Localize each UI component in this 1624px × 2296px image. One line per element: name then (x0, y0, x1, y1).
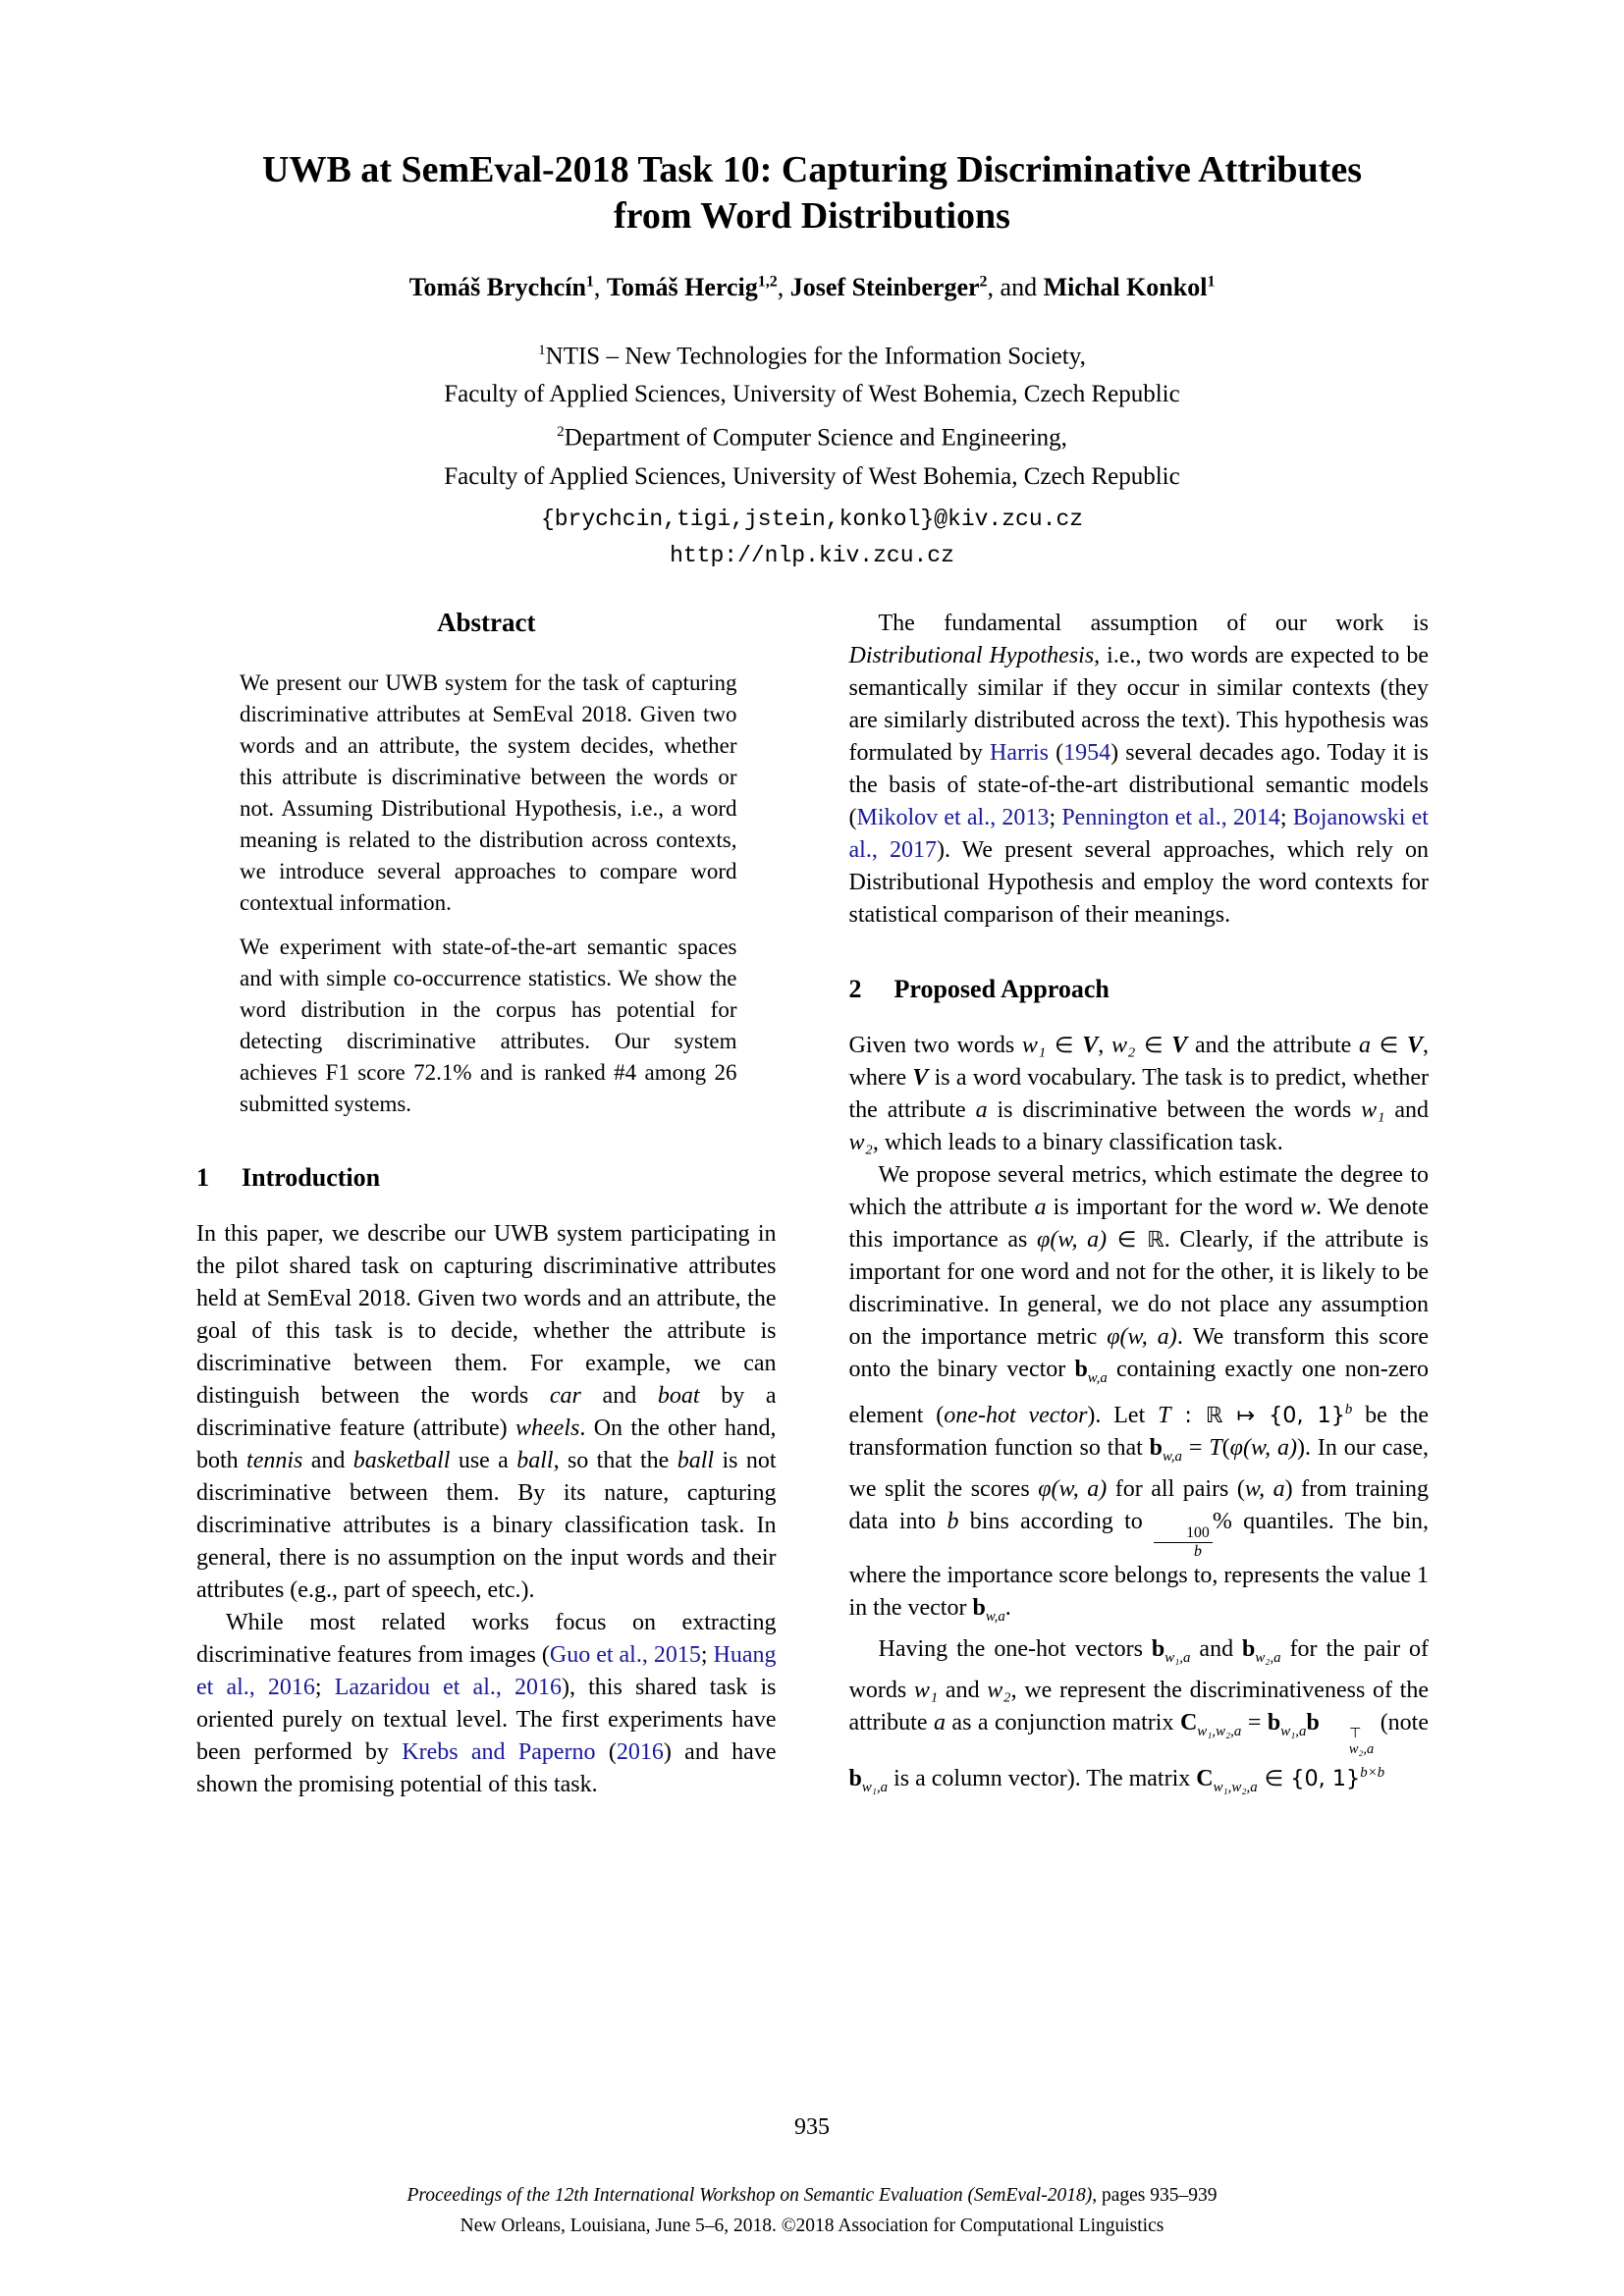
section-title: Proposed Approach (893, 974, 1110, 1003)
text-run: . We denote this importance as (848, 1194, 1429, 1253)
affiliation-line: Faculty of Applied Sciences, University of West Bohemia, Czech Republic (444, 462, 1180, 490)
paper-title-line-1: UWB at SemEval-2018 Task 10: Capturing Discriminative Attributes (262, 149, 1362, 190)
conjunction-matrix-paragraph (849, 1633, 1430, 1804)
math-subscript: w₁,a (861, 1779, 889, 1795)
paper-title (0, 147, 1624, 240)
math-var: V (1171, 1032, 1188, 1058)
text-run: . In our case, we split the scores (848, 1435, 1429, 1503)
text-run: and (1190, 1636, 1243, 1663)
citation-link[interactable]: Krebs and Paperno (402, 1738, 596, 1765)
text-run: and (580, 1382, 658, 1409)
italic-term: basketball (352, 1447, 451, 1473)
fraction (1154, 1524, 1213, 1560)
paper-title-line-2: from Word Distributions (614, 195, 1010, 237)
text-run: is not discriminative between them. By its nature, capturing discriminative attributes is a binary classification task. In general, there is no assumption on the input words and their attributes (e.g., part of speech, etc.). (196, 1447, 777, 1603)
citation-link[interactable]: Huang et al., 2016 (196, 1641, 777, 1700)
text-run: . On the other hand, both (196, 1415, 777, 1473)
text-run: ; (700, 1641, 714, 1668)
text-run: , i.e., two words are expected to be semantically similar if they occur in similar contexts (they are similarly distributed across the text). This hypothesis was formulated by (848, 642, 1429, 766)
text-run: by a discriminative feature (attribute) (196, 1382, 777, 1441)
text-run: is a word vocabulary. The task is to predict, whether the attribute (848, 1064, 1429, 1123)
text-run: Having the one-hot vectors (878, 1636, 1152, 1663)
transpose-symbol: ⊤ (1348, 1725, 1362, 1741)
math-vector: b (1242, 1636, 1256, 1663)
text-run: for all pairs ( (1107, 1476, 1245, 1503)
italic-term: one-hot vector (944, 1403, 1088, 1429)
math-vector: b (1151, 1636, 1165, 1663)
author-name: Josef Steinberger$^2$, and (789, 273, 1044, 301)
math-expression: φ(w, a) (1037, 1226, 1108, 1253)
affiliation-block (0, 332, 1624, 574)
text-run: ( (595, 1738, 617, 1765)
text-run: = (1182, 1435, 1210, 1462)
italic-term: boat (657, 1382, 700, 1409)
math-var: b (947, 1509, 959, 1535)
math-expression: φ(w, a) (1038, 1476, 1108, 1503)
text-run: is a column vector). The matrix (888, 1766, 1197, 1792)
math-var: a (975, 1096, 988, 1123)
math-subscript: w₂,a (1348, 1741, 1375, 1758)
italic-term: Distributional Hypothesis (848, 642, 1095, 668)
math-expression: : ℝ ↦ {0, 1} (1170, 1403, 1345, 1429)
math-vector: b (972, 1595, 986, 1622)
proceedings-line (0, 2180, 1624, 2211)
text-run: In this paper, we describe our UWB system participating in the pilot shared task on capturing discriminative attributes held at SemEval 2018. Given two words and an attribute, the goal of this task is to decide, whether the attribute is discriminative between them. For example, we can distinguish between the words (196, 1220, 777, 1409)
math-var: w (1299, 1194, 1316, 1220)
affiliation-line: Faculty of Applied Sciences, University of West Bohemia, Czech Republic (444, 381, 1180, 408)
text-run: ). We present several approaches, which rely on Distributional Hypothesis and employ the word contexts for statistical comparison of their meanings. (848, 836, 1429, 928)
author-name: Michal Konkol$^1$ (1043, 273, 1216, 301)
italic-term: car (549, 1382, 581, 1409)
citation-link[interactable]: 2016 (616, 1738, 664, 1765)
text-run: , which leads to a binary classification task. (872, 1129, 1283, 1155)
text-run: bins according to (958, 1509, 1155, 1535)
text-run: ). Let (1087, 1403, 1159, 1429)
math-matrix: C (1179, 1710, 1198, 1736)
math-var: w₂ (1110, 1032, 1136, 1058)
math-var: w₂ (848, 1129, 873, 1155)
author-affiliation-marker: 2 (979, 273, 988, 291)
math-expression: w, a (1244, 1476, 1285, 1503)
intro-paragraph-2 (196, 1607, 777, 1801)
math-subscript: w₂,a (1255, 1650, 1281, 1667)
math-var: V (912, 1064, 929, 1091)
affiliation-line: $^1$NTIS – New Technologies for the Information Society, (538, 343, 1086, 370)
math-expression: ∈ {0, 1} (1257, 1766, 1361, 1792)
text-run: ( (1221, 1435, 1230, 1462)
math-subscript: w,a (1087, 1369, 1108, 1386)
email-line: {brychcin,tigi,jstein,konkol}@kiv.zcu.cz (540, 506, 1084, 532)
text-run: , where (848, 1032, 1430, 1091)
section-2-heading (849, 975, 1430, 1004)
citation-link[interactable]: 1954 (1063, 739, 1111, 766)
italic-term: tennis (246, 1447, 303, 1473)
fraction-numerator: 100 (1154, 1524, 1213, 1543)
proceedings-title: Proceedings of the 12th International Workshop on Semantic Evaluation (SemEval-2018) (406, 2185, 1093, 2206)
italic-term: ball (677, 1447, 715, 1473)
fraction-denominator: b (1193, 1542, 1202, 1560)
paper-header (0, 0, 1624, 574)
text-run: = (1241, 1710, 1268, 1736)
math-var: w₁ (1361, 1096, 1385, 1123)
hypothesis-paragraph (849, 608, 1430, 932)
metrics-paragraph (849, 1159, 1430, 1634)
transformation-symbol: T (1209, 1435, 1222, 1462)
text-run: . Clearly, if the attribute is important for one word and not for the other, it is likely to be discriminative. In general, we do not place any assumption on the importance metric (848, 1226, 1430, 1350)
task-definition-paragraph (849, 1030, 1430, 1159)
math-sup-sub-stack (1320, 1726, 1374, 1757)
text-run: ) several decades ago. Today it is the basis of state-of-the-art distributional semantic models ( (848, 739, 1429, 830)
text-run: ; (314, 1674, 335, 1700)
author-line (0, 273, 1624, 302)
text-run: ), this shared task is oriented purely on textual level. The first experiments have been performed by (196, 1674, 777, 1765)
text-run: and (302, 1447, 353, 1473)
text-run: Given two words (848, 1032, 1022, 1058)
math-symbol: ∈ (1371, 1032, 1407, 1058)
transformation-symbol: T (1158, 1403, 1171, 1429)
author-name: Tomáš Brychcín$^1$, (408, 273, 607, 301)
citation-link[interactable]: Lazaridou et al., 2016 (334, 1674, 563, 1700)
proceedings-venue-line: New Orleans, Louisiana, June 5–6, 2018. ©2018 Association for Computational Linguistics (460, 2216, 1164, 2236)
math-var: w₁ (913, 1678, 939, 1704)
math-vector: b (1074, 1356, 1088, 1382)
author-name: Tomáš Hercig$^{1,2}$, (606, 273, 790, 301)
text-run: and (938, 1678, 988, 1704)
text-run: be the transformation function so that (848, 1403, 1429, 1462)
citation-link[interactable]: Mikolov et al., 2013 (856, 804, 1050, 830)
math-var: a (1034, 1194, 1047, 1220)
real-numbers-symbol: ℝ (1147, 1226, 1164, 1253)
page-number: 935 (794, 2114, 830, 2140)
math-vector: b (848, 1766, 862, 1792)
proceedings-footer (0, 2180, 1624, 2241)
math-subscript: w,a (1163, 1449, 1182, 1466)
math-var: w₂ (987, 1678, 1011, 1704)
proceedings-pages: , pages 935–939 (1092, 2185, 1218, 2206)
author-affiliation-marker: 1 (585, 273, 594, 291)
text-run: (note (1374, 1710, 1430, 1736)
text-run: ) and have shown the promising potential of this task. (196, 1738, 777, 1797)
text-run: ; (1279, 804, 1293, 830)
text-run: ; (1049, 804, 1062, 830)
abstract-paragraph-1: We present our UWB system for the task of capturing discriminative attributes at SemEval 2018. Given two words and an attribute, the system decides, whether this attribute is discriminative between the words or not. Assuming Distributional Hypothesis, i.e., a word meaning is related to the distribution across contexts, we introduce several approaches to compare word contextual information. (240, 669, 737, 915)
section-number: 2 (848, 974, 862, 1003)
text-run: and the attribute (1187, 1032, 1359, 1058)
math-vector: b (1306, 1710, 1320, 1736)
intro-paragraph-1 (196, 1218, 777, 1607)
math-vector: b (1267, 1710, 1281, 1736)
text-run: containing exactly one non-zero element ( (848, 1356, 1429, 1429)
text-run: ) (1297, 1435, 1306, 1462)
citation-link[interactable]: Guo et al., 2015 (549, 1641, 701, 1668)
author-affiliation-marker: 1 (1207, 273, 1216, 291)
text-run: . We transform this score onto the binary vector (848, 1323, 1429, 1382)
math-var: a (933, 1710, 946, 1736)
math-subscript: w₁,w₂,a (1197, 1723, 1242, 1739)
math-var: w₁ (1021, 1032, 1047, 1058)
italic-term: wheels (515, 1415, 580, 1441)
text-run: , we represent the discriminativeness of the attribute (848, 1678, 1429, 1736)
citation-link[interactable]: Pennington et al., 2014 (1061, 804, 1280, 830)
math-var: V (1407, 1032, 1424, 1058)
math-matrix: C (1196, 1766, 1214, 1792)
math-symbol: ∈ (1046, 1032, 1083, 1058)
section-number: 1 (196, 1162, 209, 1192)
text-run: The fundamental assumption of our work is (878, 610, 1429, 636)
left-column (196, 608, 777, 1804)
text-run: for the pair of words (848, 1636, 1430, 1704)
abstract-paragraph-2: We experiment with state-of-the-art semantic spaces and with simple co-occurrence statistics. We show the word distribution in the corpus has potential for detecting discriminative attributes. Our system achieves F1 score 72.1% and is ranked #4 among 26 submitted systems. (240, 934, 737, 1116)
text-run: use a (450, 1447, 517, 1473)
math-subscript: w,a (985, 1609, 1005, 1626)
section-title: Introduction (242, 1162, 381, 1192)
text-run: ( (1049, 739, 1064, 766)
text-run: , so that the (553, 1447, 677, 1473)
math-superscript: b (1344, 1402, 1353, 1418)
citation-link[interactable]: Bojanowski et al., 2017 (848, 804, 1429, 863)
math-symbol: ∈ (1135, 1032, 1172, 1058)
italic-term: ball (516, 1447, 554, 1473)
math-expression: φ(w, a) (1107, 1323, 1177, 1350)
math-subscript: w₁,w₂,a (1213, 1779, 1258, 1795)
homepage-url: http://nlp.kiv.zcu.cz (670, 542, 954, 568)
two-column-body (0, 608, 1624, 1804)
text-run: and (1384, 1096, 1430, 1123)
text-run: is important for the word (1046, 1194, 1300, 1220)
math-subscript: w₁,a (1164, 1650, 1191, 1667)
math-subscript: w₁,a (1280, 1723, 1307, 1739)
math-superscript: b×b (1360, 1765, 1385, 1782)
affiliation-line: $^2$Department of Computer Science and Engineering, (557, 424, 1067, 452)
text-run: is discriminative between the words (987, 1096, 1362, 1123)
math-vector: b (1149, 1435, 1164, 1462)
text-run: % quantiles. The bin, where the importance score belongs to, represents the value 1 in the vector (848, 1509, 1429, 1622)
math-var: a (1359, 1032, 1371, 1058)
author-affiliation-marker: 1,2 (757, 273, 778, 291)
text-run: ) from training data into (848, 1476, 1430, 1535)
text-run: . (1004, 1595, 1011, 1622)
text-run: as a conjunction matrix (945, 1710, 1180, 1736)
section-1-heading (196, 1163, 777, 1193)
text-run: We propose several metrics, which estimate the degree to which the attribute (848, 1161, 1429, 1220)
text-run: While most related works focus on extracting discriminative features from images ( (196, 1609, 777, 1668)
abstract-heading: Abstract (437, 607, 536, 637)
math-var: V (1082, 1032, 1099, 1058)
right-column (849, 608, 1430, 1804)
math-expression: φ(w, a) (1229, 1435, 1298, 1462)
text-run: , (1098, 1032, 1111, 1058)
citation-link[interactable]: Harris (990, 739, 1050, 766)
math-symbol: ∈ (1107, 1226, 1148, 1253)
